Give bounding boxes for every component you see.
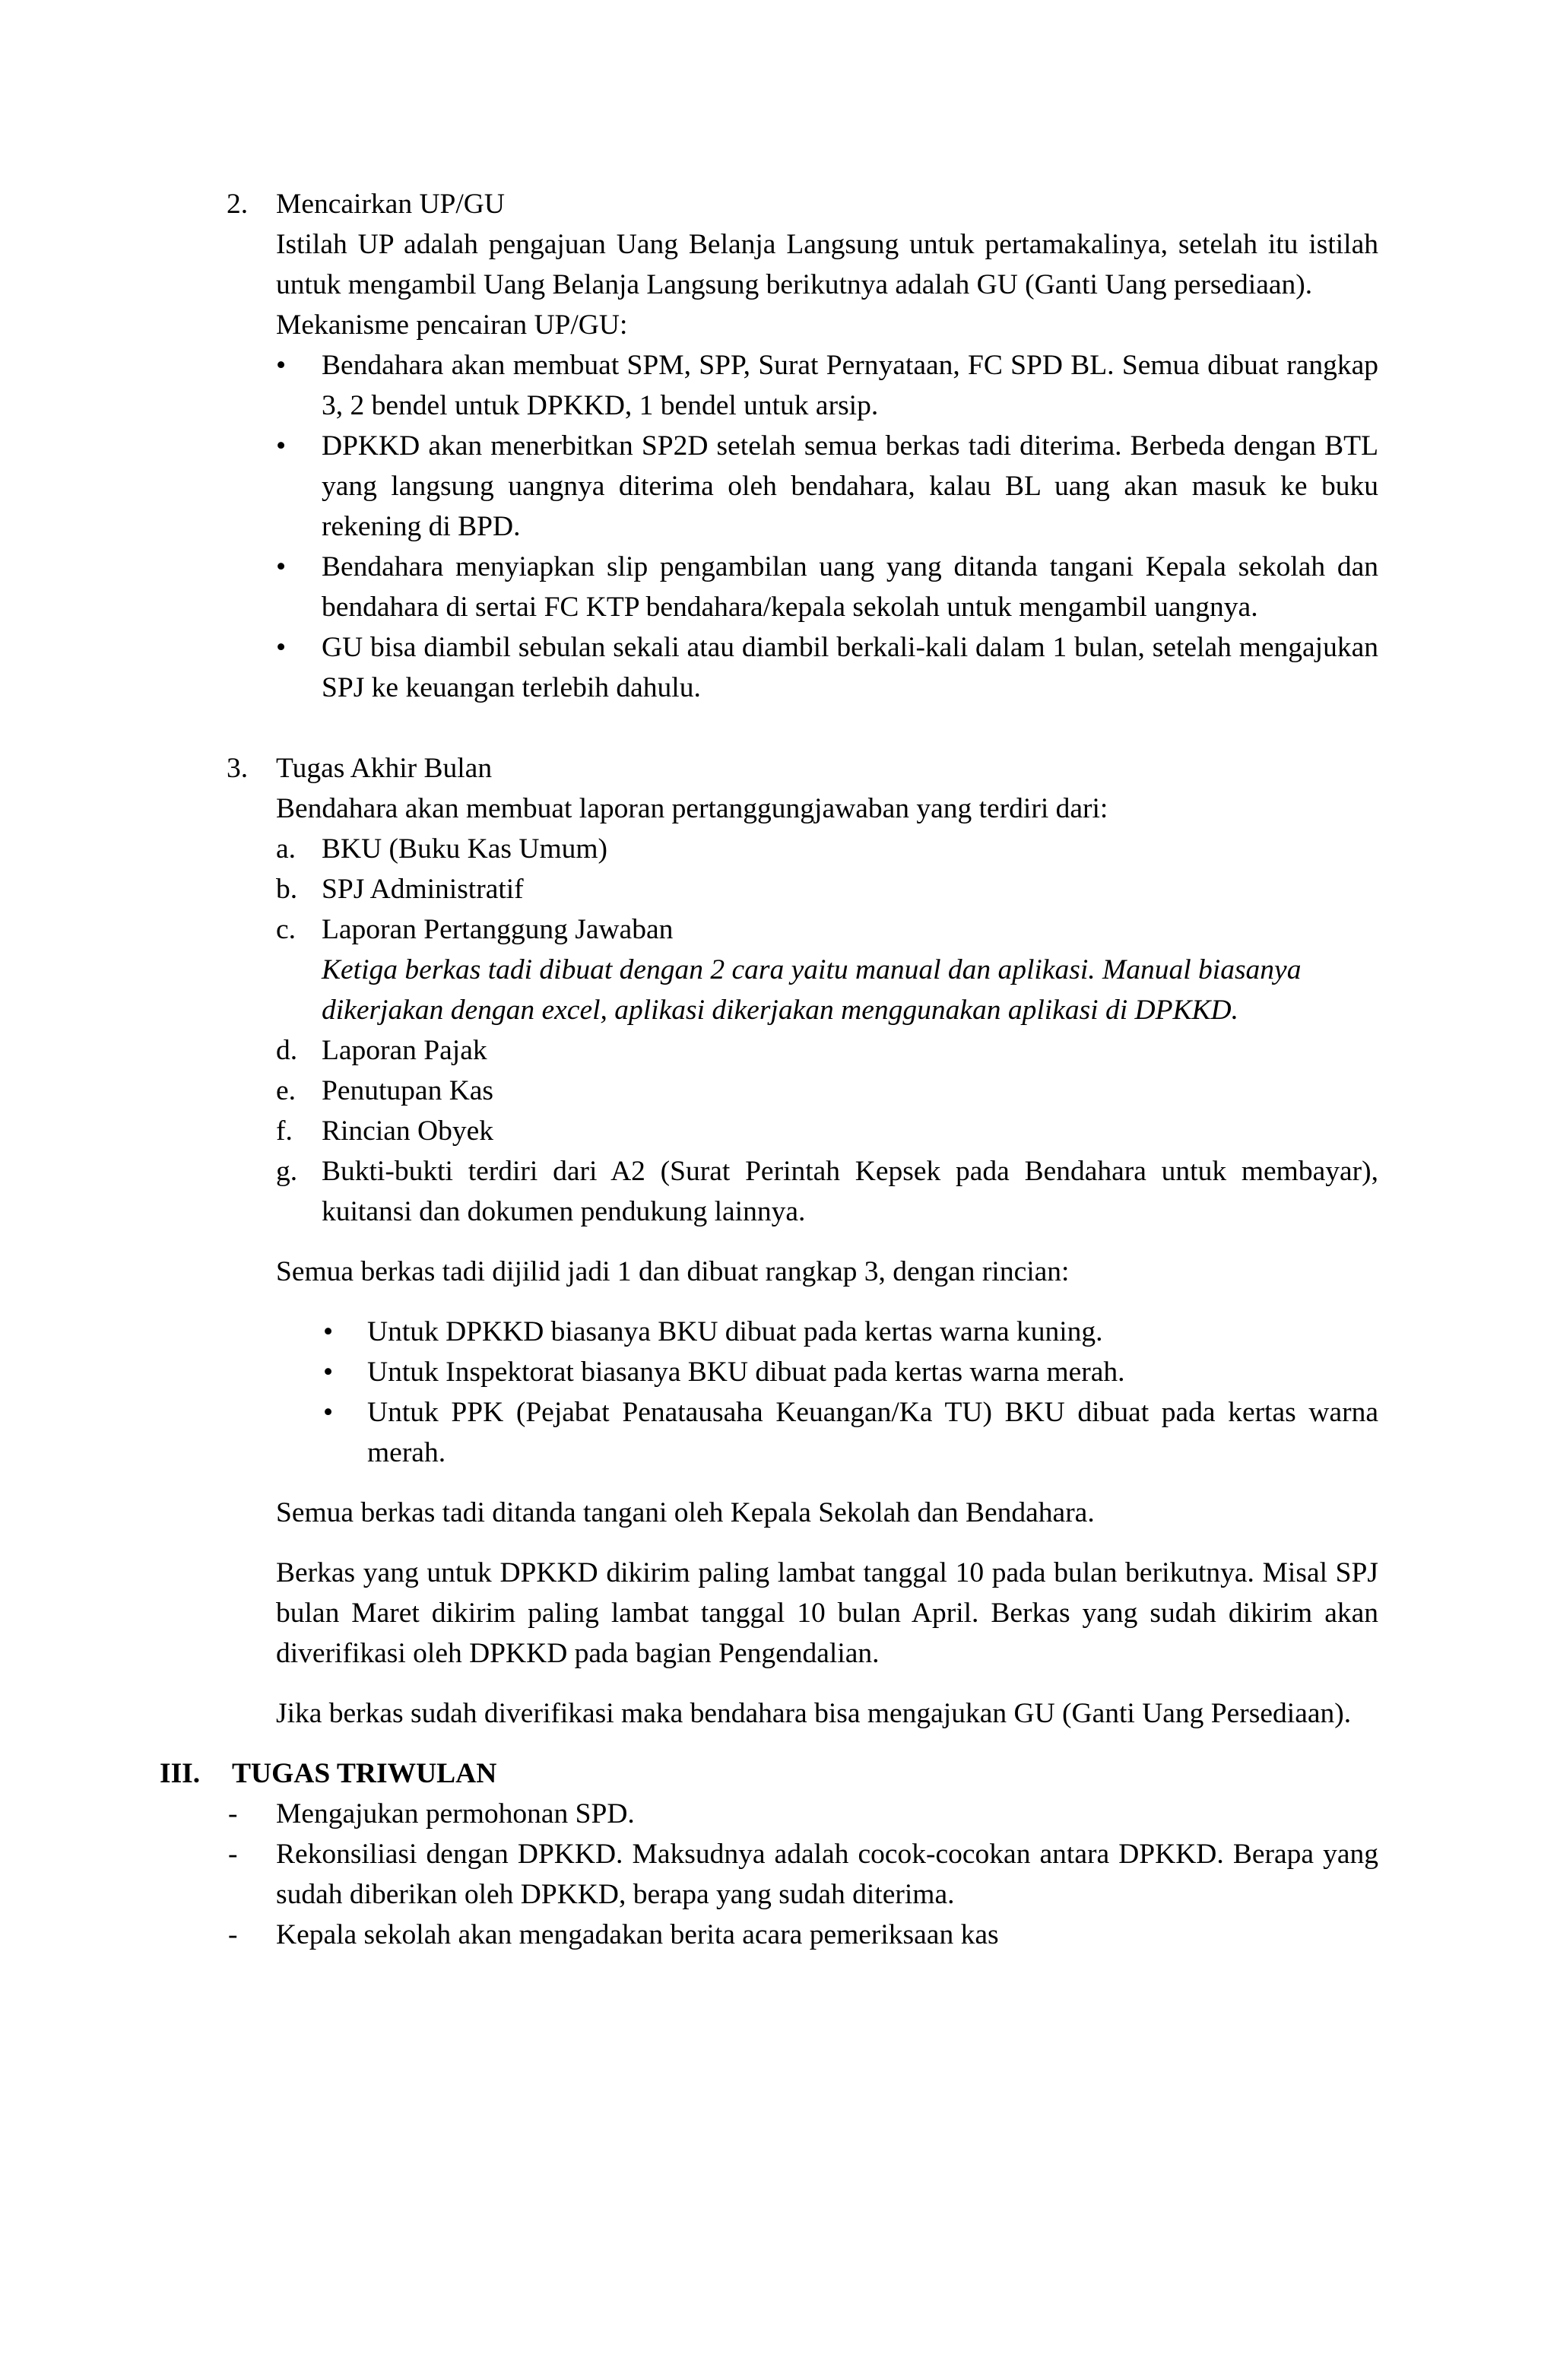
list-item [0, 1352, 1557, 1392]
section-iii-title: TUGAS TRIWULAN [232, 1758, 497, 1789]
italic-note: Ketiga berkas tadi dibuat dengan 2 cara yaitu manual dan aplikasi. Manual biasanya dikerjakan dengan excel, aplikasi dikerjakan menggunakan aplikasi di DPKKD. [322, 954, 1302, 1026]
list-item-letter: c. [276, 914, 296, 945]
list-item-text: Laporan Pertanggung Jawaban [322, 914, 674, 945]
list-item-text: Kepala sekolah akan mengadakan berita acara pemeriksaan kas [276, 1919, 999, 1950]
list-item [0, 1794, 1557, 1834]
list-item-text: Untuk DPKKD biasanya BKU dibuat pada kertas warna kuning. [367, 1316, 1103, 1347]
list-item [0, 627, 1557, 708]
section-3-intro: Bendahara akan membuat laporan pertanggungjawaban yang terdiri dari: [276, 793, 1108, 824]
list-item [0, 1151, 1557, 1232]
list-item-text: Laporan Pajak [322, 1035, 487, 1066]
list-item-text: Mengajukan permohonan SPD. [276, 1798, 635, 1829]
list-item-text: Rekonsiliasi dengan DPKKD. Maksudnya adalah cocok-cocokan antara DPKKD. Berapa yang sudah diberikan oleh DPKKD, berapa yang sudah diterima. [276, 1839, 1378, 1910]
list-item-text: GU bisa diambil sebulan sekali atau diambil berkali-kali dalam 1 bulan, setelah mengajukan SPJ ke keuangan terlebih dahulu. [322, 632, 1378, 703]
list-item-letter: d. [276, 1035, 298, 1066]
list-item-letter: e. [276, 1075, 296, 1106]
copies-intro: Semua berkas tadi dijilid jadi 1 dan dibuat rangkap 3, dengan rincian: [276, 1256, 1070, 1287]
deadline-paragraph: Berkas yang untuk DPKKD dikirim paling lambat tanggal 10 pada bulan berikutnya. Misal SPJ bulan Maret dikirim paling lambat tanggal 10 bulan April. Berkas yang sudah dikirim akan diverifikasi oleh DPKKD pada bagian Pengendalian. [276, 1557, 1378, 1669]
list-item-text: Rincian Obyek [322, 1115, 493, 1147]
section-2-title: Mencairkan UP/GU [276, 189, 505, 220]
list-item [0, 909, 1557, 950]
signed-paragraph: Semua berkas tadi ditanda tangani oleh Kepala Sekolah dan Bendahara. [276, 1497, 1095, 1528]
list-item [0, 1111, 1557, 1151]
bullet-icon: • [276, 430, 287, 462]
list-item [0, 829, 1557, 869]
dash-icon: - [228, 1798, 238, 1829]
list-item [0, 547, 1557, 627]
bullet-icon: • [276, 350, 287, 381]
list-item-text: Penutupan Kas [322, 1075, 494, 1106]
list-item-text: Bendahara akan membuat SPM, SPP, Surat Pernyataan, FC SPD BL. Semua dibuat rangkap 3, 2 bendel untuk DPKKD, 1 bendel untuk arsip. [322, 350, 1378, 421]
document-content [0, 184, 1557, 1955]
list-item [0, 1392, 1557, 1473]
section-3-title: Tugas Akhir Bulan [276, 753, 493, 784]
mechanism-bullet-list [0, 345, 1557, 708]
section-3 [0, 748, 1557, 829]
list-item [0, 1071, 1557, 1111]
section-2-number: 2. [227, 189, 249, 220]
section-iii-numeral: III. [160, 1758, 201, 1789]
list-item [0, 869, 1557, 909]
list-item [0, 1915, 1557, 1955]
section-2 [0, 184, 1557, 345]
bullet-icon: • [323, 1316, 334, 1347]
list-item-text: DPKKD akan menerbitkan SP2D setelah semua berkas tadi diterima. Berbeda dengan BTL yang langsung uangnya diterima oleh bendahara, kalau BL uang akan masuk ke buku rekening di BPD. [322, 430, 1378, 542]
verified-paragraph: Jika berkas sudah diverifikasi maka bendahara bisa mengajukan GU (Ganti Uang Persediaan). [276, 1698, 1352, 1729]
list-item-text: Untuk PPK (Pejabat Penatausaha Keuangan/Ka TU) BKU dibuat pada kertas warna merah. [367, 1397, 1378, 1468]
list-item [0, 1030, 1557, 1071]
list-item [0, 345, 1557, 426]
bullet-icon: • [323, 1397, 334, 1428]
bullet-icon: • [276, 632, 287, 663]
dash-icon: - [228, 1839, 238, 1870]
list-item [0, 1834, 1557, 1915]
quarterly-tasks-list [0, 1794, 1557, 1955]
list-item-letter: b. [276, 874, 298, 905]
dash-icon: - [228, 1919, 238, 1950]
report-items-list [0, 829, 1557, 1232]
list-item-text: Bendahara menyiapkan slip pengambilan uang yang ditanda tangani Kepala sekolah dan bendahara di sertai FC KTP bendahara/kepala sekolah untuk mengambil uangnya. [322, 551, 1378, 623]
list-item-text: Untuk Inspektorat biasanya BKU dibuat pada kertas warna merah. [367, 1357, 1125, 1388]
mechanism-heading: Mekanisme pencairan UP/GU: [276, 309, 628, 341]
section-3-number: 3. [227, 753, 249, 784]
list-item-text: SPJ Administratif [322, 874, 524, 905]
list-item-letter: g. [276, 1156, 298, 1187]
bullet-icon: • [276, 551, 287, 582]
list-item [0, 426, 1557, 547]
section-2-intro: Istilah UP adalah pengajuan Uang Belanja Langsung untuk pertamakalinya, setelah itu istilah untuk mengambil Uang Belanja Langsung berikutnya adalah GU (Ganti Uang persediaan). [276, 229, 1378, 300]
list-item-text: BKU (Buku Kas Umum) [322, 833, 608, 865]
list-item-text: Bukti-bukti terdiri dari A2 (Surat Perintah Kepsek pada Bendahara untuk membayar), kuitansi dan dokumen pendukung lainnya. [322, 1156, 1378, 1227]
list-item-letter: a. [276, 833, 296, 865]
copies-bullet-list [0, 1312, 1557, 1473]
list-item [0, 1312, 1557, 1352]
list-item-letter: f. [276, 1115, 293, 1147]
bullet-icon: • [323, 1357, 334, 1388]
section-iii [0, 1753, 1557, 1794]
